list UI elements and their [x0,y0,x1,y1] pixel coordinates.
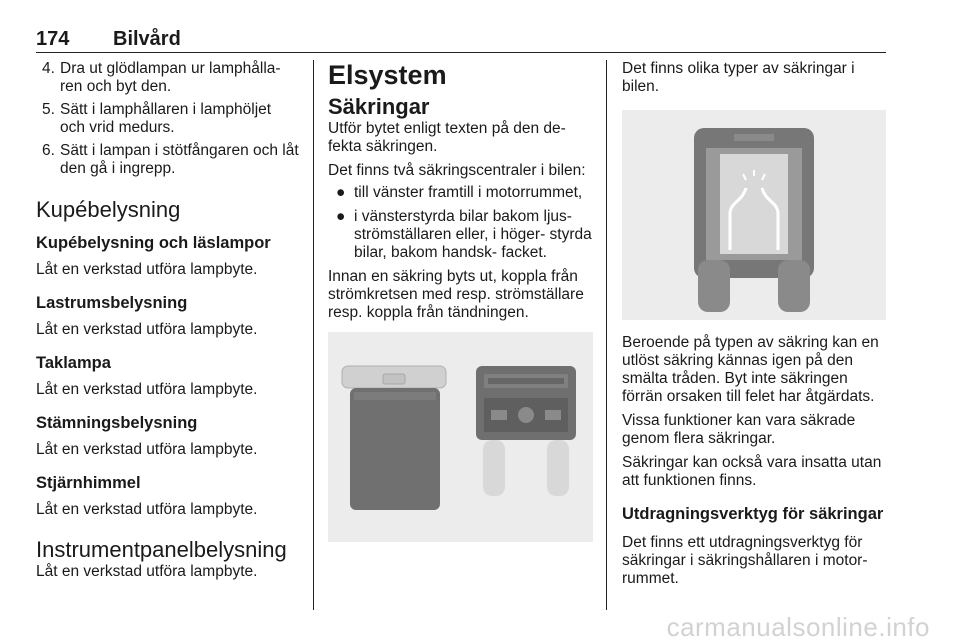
body-text: Låt en verkstad utföra lampbyte. [36,321,258,338]
body-text: Beroende på typen av säkring kan en utlöst säkring kännas igen på den smälta tråden. Byt inte säkringen förrän orsaken till felet har åtgärdats. [622,334,879,405]
body-text: Vissa funktioner kan vara säkrade genom flera säkringar. [622,412,856,447]
watermark: carmanualsonline.info [666,612,930,642]
body-text: Låt en verkstad utföra lampbyte. [36,563,258,580]
step-item: 6. Sätt i lampan i stötfångaren och låt den gå i ingrepp. [42,142,299,177]
body-text: Låt en verkstad utföra lampbyte. [36,381,258,398]
blown-fuse-figure [622,110,886,320]
list-item: ● till vänster framtill i motorrummet, [336,184,583,201]
subheading-fuse-tool: Utdragningsverktyg för säkringar [622,505,884,523]
fuse-types-figure [328,332,593,542]
subheading: Kupébelysning och läslampor [36,234,271,252]
bullet-list [328,184,593,262]
subheading: Stämningsbelysning [36,414,198,432]
step-item: 4. Dra ut glödlampan ur lamphålla- ren och byt den. [42,60,281,95]
subheading: Lastrumsbelysning [36,294,188,312]
column-divider-1 [313,60,314,610]
body-text: Det finns olika typer av säkringar i bilen. [622,60,855,95]
step-item: 5. Sätt i lamphållaren i lamphöljet och vrid medurs. [42,101,272,136]
body-text: Innan en säkring byts ut, koppla från strömkretsen med resp. strömställare resp. koppla från tändningen. [328,268,584,321]
page-header [36,28,886,52]
column-left [36,60,300,581]
subheading: Stjärnhimmel [36,474,141,492]
body-text: Utför bytet enligt texten på den de- fekta säkringen. [328,120,566,155]
body-text: Låt en verkstad utföra lampbyte. [36,441,258,458]
column-middle [328,60,593,542]
column-divider-2 [606,60,607,610]
header-rule [36,52,886,53]
column-right [622,60,888,588]
page-title: Elsystem [328,60,447,90]
body-text: Säkringar kan också vara insatta utan att funktionen finns. [622,454,882,489]
chapter-title: Bilvård [113,28,181,50]
body-text: Låt en verkstad utföra lampbyte. [36,261,258,278]
section-heading-instrumentpanelbelysning: Instrumentpanelbelysning [36,537,287,562]
list-item: ● i vänsterstyrda bilar bakom ljus- strömställaren eller, i höger- styrda bilar, bakom handsk- facket. [336,208,592,261]
section-heading-sakringar: Säkringar [328,94,430,119]
body-text: Det finns ett utdragningsverktyg för säkringar i säkringshållaren i motor- rummet. [622,534,868,587]
subheading: Taklampa [36,354,111,372]
body-text: Det finns två säkringscentraler i bilen: [328,162,586,179]
page-number: 174 [36,28,70,50]
section-heading-kupebelysning: Kupébelysning [36,197,181,222]
step-list [36,60,300,178]
body-text: Låt en verkstad utföra lampbyte. [36,501,258,518]
